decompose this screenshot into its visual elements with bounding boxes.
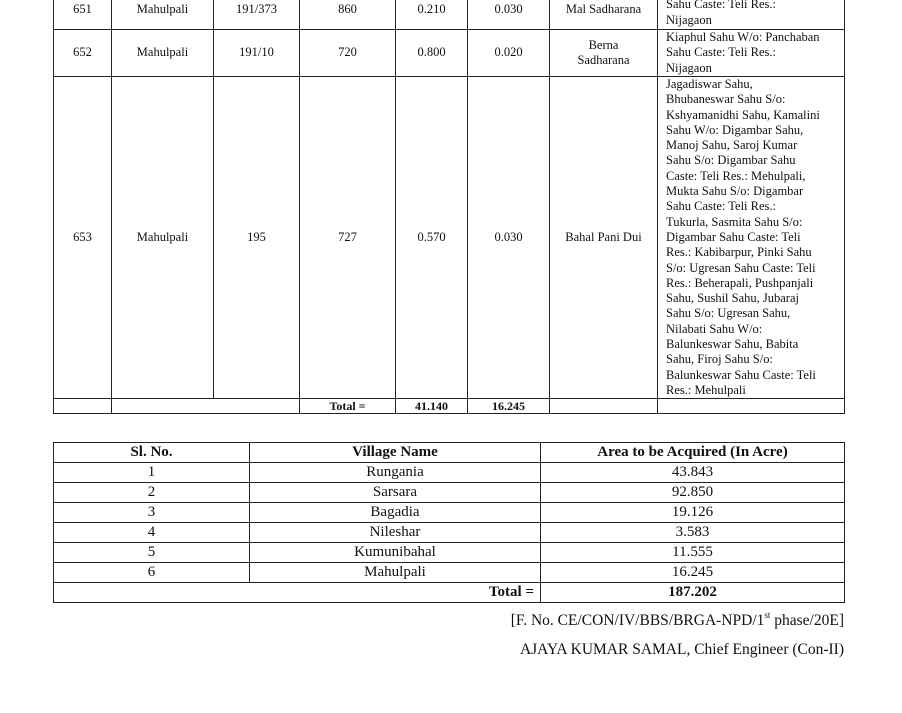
owner-line: Sahu, Sushil Sahu, Jubaraj xyxy=(666,291,799,306)
table-row xyxy=(54,463,845,483)
file-number-superscript: st xyxy=(764,610,771,620)
table-row xyxy=(54,503,845,523)
khata-no-cell: 860 xyxy=(300,0,396,30)
village-cell: Bagadia xyxy=(250,503,541,523)
sl-no-cell: 651 xyxy=(54,0,112,30)
col-header-village: Village Name xyxy=(250,443,541,463)
sl-no-cell: 3 xyxy=(54,503,250,523)
khata-no-cell: 720 xyxy=(300,30,396,77)
owner-line: Sahu Caste: Teli Res.: xyxy=(666,45,776,60)
total-row xyxy=(54,399,845,414)
owner-line: Balunkeswar Sahu Caste: Teli xyxy=(666,367,816,382)
table-row xyxy=(54,563,845,583)
village-cell: Mahulpali xyxy=(112,30,214,77)
owner-line: Nijagaon xyxy=(666,12,712,27)
owner-line: Res.: Beherapali, Pushpanjali xyxy=(666,275,814,290)
table-row xyxy=(54,543,845,563)
owner-line: Caste: Teli Res.: Mehulpali, xyxy=(666,168,806,183)
kisam-line: Berna xyxy=(588,37,619,52)
acquired-area-cell: 0.020 xyxy=(468,30,550,77)
file-number xyxy=(511,612,844,630)
owner-line: Sahu, Firoj Sahu S/o: xyxy=(666,352,773,367)
blank-cell xyxy=(550,399,658,414)
village-cell: Mahulpali xyxy=(250,563,541,583)
blank-cell xyxy=(658,399,845,414)
owner-line: Mukta Sahu S/o: Digambar xyxy=(666,184,804,199)
kisam-cell: Bahal Pani Dui xyxy=(550,77,658,399)
area-cell: 16.245 xyxy=(541,563,845,583)
header-row xyxy=(54,443,845,463)
land-schedule-table xyxy=(53,0,845,414)
total-area-cell: 0.800 xyxy=(396,30,468,77)
total-label: Total = xyxy=(300,399,396,414)
owner-line: Bhubaneswar Sahu S/o: xyxy=(666,92,786,107)
area-cell: 3.583 xyxy=(541,523,845,543)
village-cell: Mahulpali xyxy=(112,0,214,30)
table-row xyxy=(54,77,845,399)
sl-no-cell: 652 xyxy=(54,30,112,77)
village-cell: Kumunibahal xyxy=(250,543,541,563)
owner-line: Manoj Sahu, Saroj Kumar xyxy=(666,138,798,153)
col-header-sl-no: Sl. No. xyxy=(54,443,250,463)
kisam-cell: Mal Sadharana xyxy=(550,0,658,30)
village-summary-table xyxy=(53,442,845,603)
kisam-line: Sadharana xyxy=(577,53,630,67)
acquired-area-cell: 0.030 xyxy=(468,77,550,399)
area-cell: 11.555 xyxy=(541,543,845,563)
owner-line: Res.: Kabibarpur, Pinki Sahu xyxy=(666,245,812,260)
total-acquired-value: 16.245 xyxy=(468,399,550,414)
owner-line: Sahu S/o: Digambar Sahu xyxy=(666,153,796,168)
village-cell: Rungania xyxy=(250,463,541,483)
owner-line: Sahu S/o: Ugresan Sahu, xyxy=(666,306,791,321)
plot-no-cell: 191/373 xyxy=(214,0,300,30)
file-number-suffix: phase/20E] xyxy=(770,612,844,629)
owner-line: S/o: Ugresan Sahu Caste: Teli xyxy=(666,260,816,275)
owner-line: Sahu Caste: Teli Res.: xyxy=(666,199,776,214)
owner-line: Digambar Sahu Caste: Teli xyxy=(666,229,801,244)
owner-cell xyxy=(658,30,845,77)
total-area-cell: 0.210 xyxy=(396,0,468,30)
owner-line: Jagadiswar Sahu, xyxy=(666,77,753,91)
owner-line: Kiaphul Sahu W/o: Panchaban xyxy=(666,30,820,44)
owner-line: Kshyamanidhi Sahu, Kamalini xyxy=(666,107,820,122)
table-row xyxy=(54,30,845,77)
owner-line: Sahu W/o: Digambar Sahu, xyxy=(666,122,804,137)
owner-line: Nijagaon xyxy=(666,60,712,75)
village-cell: Mahulpali xyxy=(112,77,214,399)
plot-no-cell: 191/10 xyxy=(214,30,300,77)
total-value: 187.202 xyxy=(541,583,845,603)
table-row xyxy=(54,523,845,543)
signatory: AJAYA KUMAR SAMAL, Chief Engineer (Con-II) xyxy=(519,641,844,658)
owner-cell xyxy=(658,77,845,399)
owner-line: Nilabati Sahu W/o: xyxy=(666,321,763,336)
sl-no-cell: 653 xyxy=(54,77,112,399)
village-cell: Nileshar xyxy=(250,523,541,543)
file-number-prefix: [F. No. CE/CON/IV/BBS/BRGA-NPD/1 xyxy=(510,612,765,629)
khata-no-cell: 727 xyxy=(300,77,396,399)
sl-no-cell: 5 xyxy=(54,543,250,563)
sl-no-cell: 6 xyxy=(54,563,250,583)
sl-no-cell: 2 xyxy=(54,483,250,503)
col-header-area: Area to be Acquired (In Acre) xyxy=(541,443,845,463)
owner-line: Balunkeswar Sahu, Babita xyxy=(666,337,799,352)
owner-line: Sahu Caste: Teli Res.: xyxy=(666,0,776,12)
table-row xyxy=(54,483,845,503)
blank-cell xyxy=(112,399,300,414)
blank-cell xyxy=(54,399,112,414)
total-area-value: 41.140 xyxy=(396,399,468,414)
area-cell: 92.850 xyxy=(541,483,845,503)
area-cell: 43.843 xyxy=(541,463,845,483)
total-label: Total = xyxy=(250,583,541,603)
area-cell: 19.126 xyxy=(541,503,845,523)
plot-no-cell: 195 xyxy=(214,77,300,399)
sl-no-cell: 1 xyxy=(54,463,250,483)
blank-cell xyxy=(54,583,250,603)
total-area-cell: 0.570 xyxy=(396,77,468,399)
owner-line: Res.: Mehulpali xyxy=(666,382,746,397)
table-row xyxy=(54,0,845,30)
owner-cell xyxy=(658,0,845,30)
village-cell: Sarsara xyxy=(250,483,541,503)
total-row xyxy=(54,583,845,603)
sl-no-cell: 4 xyxy=(54,523,250,543)
kisam-cell xyxy=(550,30,658,77)
owner-line: Tukurla, Sasmita Sahu S/o: xyxy=(666,214,803,229)
acquired-area-cell: 0.030 xyxy=(468,0,550,30)
